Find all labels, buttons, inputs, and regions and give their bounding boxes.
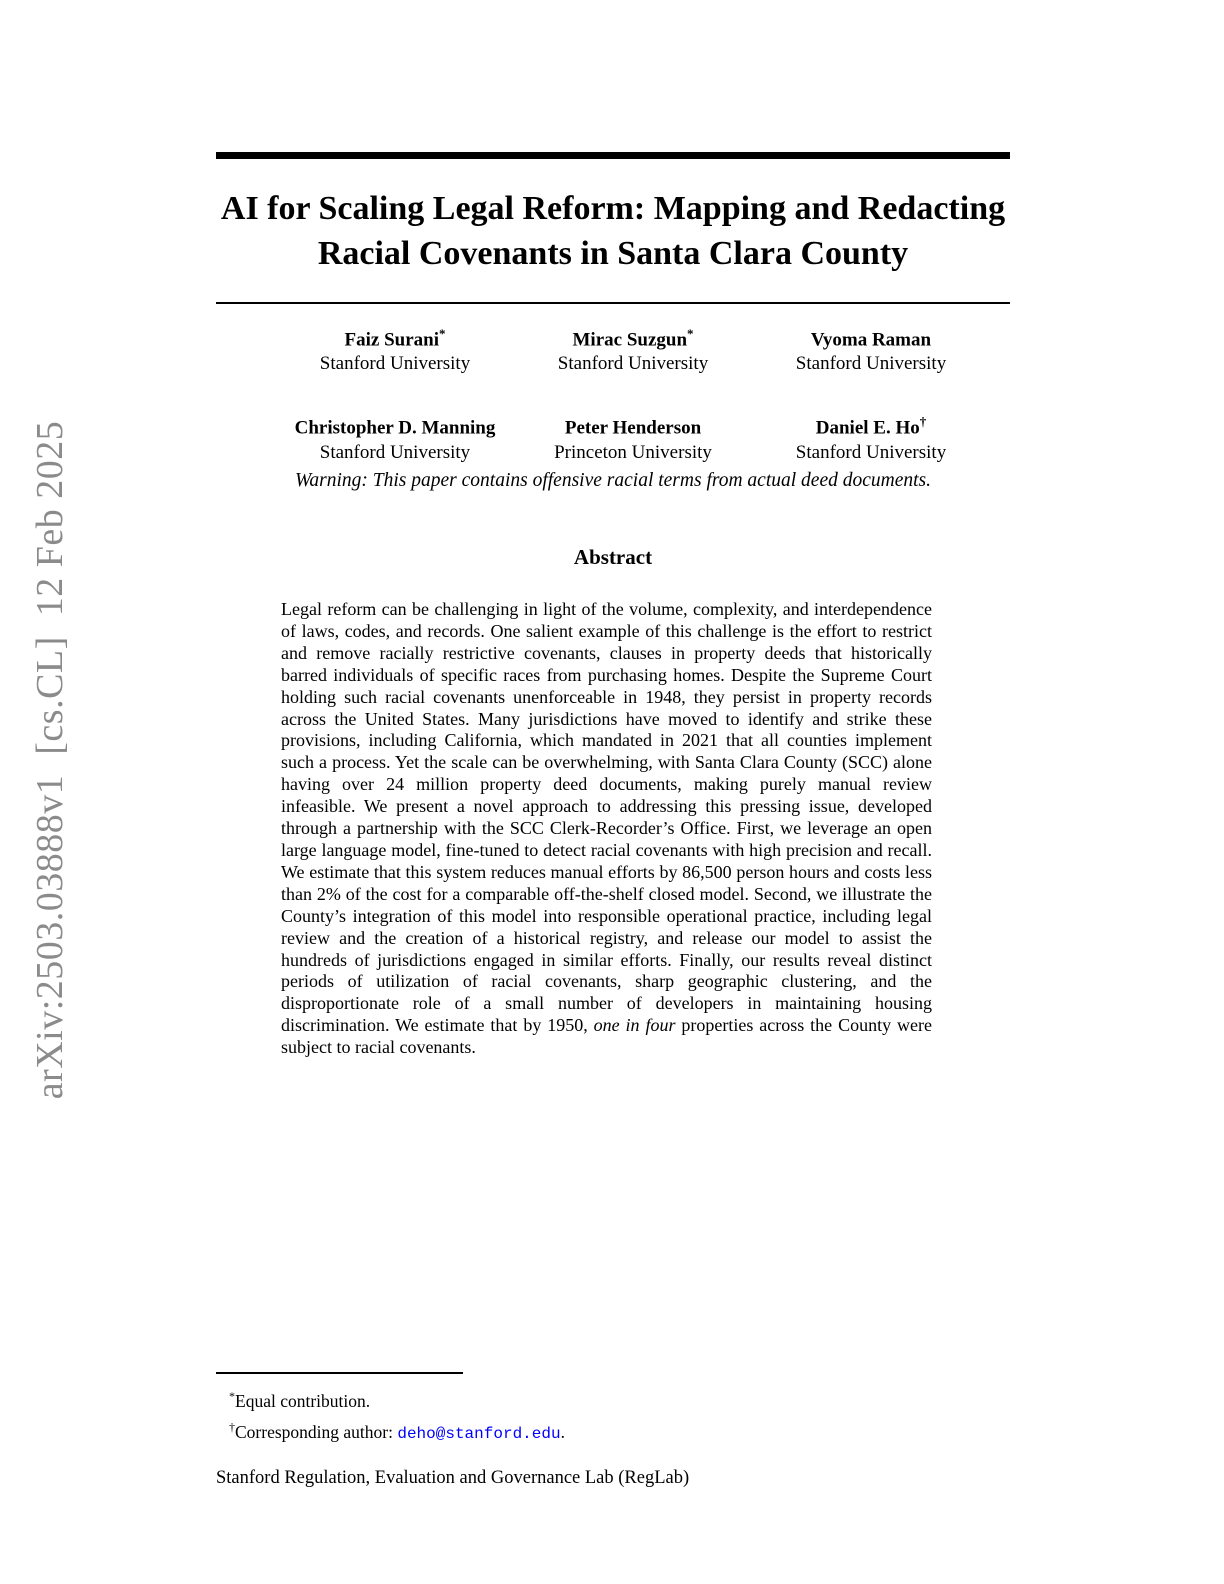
footer-lab-credit: Stanford Regulation, Evaluation and Governance Lab (RegLab)	[216, 1468, 690, 1488]
footnote-text: Corresponding author:	[235, 1421, 398, 1442]
author-name	[320, 322, 470, 352]
paper-title-line2: Racial Covenants in Santa Clara County	[317, 235, 909, 272]
abstract-text-part1: Legal reform can be challenging in light of the volume, complexity, and interdependence of laws, codes, and records. One salient example of this challenge is the effort to restrict and remove racially restrictive covenants, clauses in property deeds that historically barred individuals of specific races from purchasing homes. Despite the Supreme Court holding such racial covenants unenforceable in 1948, they persist in property records across the United States. Many jurisdictions have moved to identify and strike these provisions, including California, which mandated in 2021 that all counties implement such a process. Yet the scale can be overwhelming, with Santa Clara County (SCC) alone having over 24 million property deed documents, making purely manual review infeasible. We present a novel approach to addressing this pressing issue, developed through a partnership with the SCC Clerk-Recorder’s Office. First, we leverage an open large language model, fine-tuned to detect racial covenants with high precision and recall. We estimate that this system reduces manual efforts by 86,500 person hours and costs less than 2% of the cost for a comparable off-the-shelf closed model. Second, we illustrate the County’s integration of this model into responsible operational practice, including legal review and the creation of a historical registry, and release our model to assist the hundreds of jurisdictions engaged in similar efforts. Finally, our results reveal distinct periods of utilization of racial covenants, sharp geographic clustering, and the disproportionate role of a small number of developers in maintaining housing discrimination. We estimate that by 1950,	[281, 599, 932, 1036]
author-name-text: Peter Henderson	[564, 417, 702, 439]
footnote-equal-contribution	[216, 1383, 1010, 1414]
author-name-text: Mirac Suzgun	[572, 329, 688, 351]
footnote-text: Equal contribution.	[235, 1390, 371, 1411]
author-daniel-ho	[796, 410, 946, 464]
abstract-text-part2: properties across the County were subject to racial covenants.	[281, 1015, 932, 1058]
author-affiliation: Stanford University	[557, 353, 709, 375]
footnote-marker-dagger: †	[229, 1419, 235, 1434]
author-affiliation: Princeton University	[554, 441, 712, 463]
author-block	[216, 322, 1010, 465]
author-peter-henderson	[554, 410, 712, 464]
author-name-text: Faiz Surani	[344, 329, 439, 351]
author-footnote-marker: *	[687, 326, 694, 341]
author-vyoma-raman	[796, 322, 946, 376]
author-affiliation: Stanford University	[319, 353, 471, 375]
content-warning-note: Warning: This paper contains offensive racial terms from actual deed documents.	[294, 470, 932, 491]
footnote-block	[216, 1372, 1010, 1447]
author-affiliation: Stanford University	[319, 441, 471, 463]
author-mirac-suzgun	[558, 322, 708, 376]
author-name	[295, 410, 496, 440]
paper-title	[216, 186, 1010, 276]
footnote-rule	[216, 1372, 463, 1374]
author-name-text: Christopher D. Manning	[294, 417, 496, 439]
author-name	[796, 322, 946, 352]
footnote-period: .	[560, 1421, 565, 1442]
author-name	[796, 410, 946, 440]
author-affiliation: Stanford University	[795, 441, 947, 463]
author-name	[558, 322, 708, 352]
author-name-text: Vyoma Raman	[810, 329, 932, 351]
author-footnote-marker: †	[919, 414, 927, 430]
author-christopher-manning	[295, 410, 496, 464]
author-affiliation: Stanford University	[795, 353, 947, 375]
abstract-text-italic: one in four	[593, 1015, 676, 1036]
author-name-text: Daniel E. Ho	[815, 417, 920, 439]
author-name	[554, 410, 712, 440]
footnote-corresponding-author	[216, 1414, 1010, 1447]
title-rule-bottom	[216, 302, 1010, 304]
author-footnote-marker: *	[438, 326, 446, 341]
author-faiz-surani	[320, 322, 470, 376]
abstract-heading: Abstract	[573, 545, 653, 569]
footnote-marker-asterisk: *	[229, 1389, 235, 1403]
corresponding-author-email-link[interactable]: deho@stanford.edu	[397, 1424, 561, 1443]
paper-title-line1: AI for Scaling Legal Reform: Mapping and Redacting	[220, 190, 1006, 227]
title-rule-top	[216, 152, 1010, 159]
arxiv-identifier-stamp: arXiv:2503.03888v1 [cs.CL] 12 Feb 2025	[29, 420, 71, 1100]
abstract-text	[281, 599, 932, 1059]
